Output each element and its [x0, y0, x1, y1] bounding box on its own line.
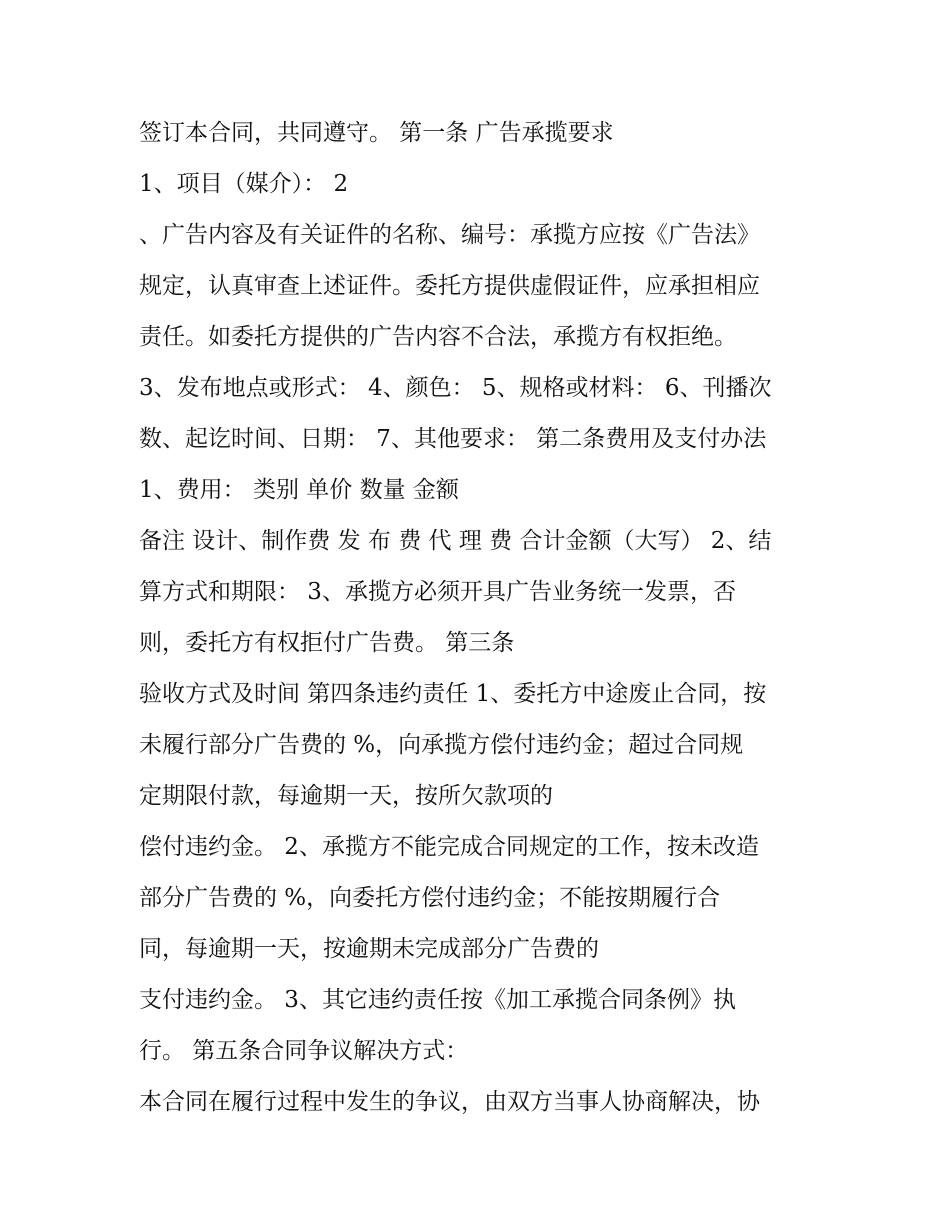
text-line: 偿付违约金。 2、承揽方不能完成合同规定的工作，按未改造 — [139, 834, 759, 860]
text-line: 备注 设计、制作费 发 布 费 代 理 费 合计金额（大写） 2、结 — [139, 528, 772, 554]
text-line: 未履行部分广告费的 %，向承揽方偿付违约金；超过合同规 — [139, 732, 744, 758]
text-line: 部分广告费的 %，向委托方偿付违约金；不能按期履行合 — [139, 885, 721, 911]
text-line: 数、起讫时间、日期： 7、其他要求： 第二条费用及支付办法 — [139, 426, 767, 452]
contract-body-text — [139, 108, 829, 1128]
text-line: 同，每逾期一天，按逾期未完成部分广告费的 — [139, 936, 599, 962]
text-line: 规定，认真审查上述证件。委托方提供虚假证件，应承担相应 — [139, 273, 760, 299]
text-line: 支付违约金。 3、其它违约责任按《加工承揽合同条例》执 — [139, 987, 736, 1013]
text-line: 行。 第五条合同争议解决方式： — [139, 1038, 469, 1064]
text-line: 1、费用： 类别 单价 数量 金额 — [139, 477, 459, 503]
text-line: 则，委托方有权拒付广告费。 第三条 — [139, 630, 515, 656]
text-line: 1、项目（媒介）： 2 — [139, 171, 349, 197]
text-line: 验收方式及时间 第四条违约责任 1、委托方中途废止合同，按 — [139, 681, 767, 707]
text-line: 签订本合同，共同遵守。 第一条 广告承揽要求 — [139, 120, 614, 146]
text-line: 、广告内容及有关证件的名称、编号：承揽方应按《广告法》 — [139, 222, 760, 248]
text-line: 本合同在履行过程中发生的争议，由双方当事人协商解决，协 — [139, 1089, 760, 1115]
text-line: 算方式和期限： 3、承揽方必须开具广告业务统一发票，否 — [139, 579, 736, 605]
text-line: 责任。如委托方提供的广告内容不合法，承揽方有权拒绝。 — [139, 324, 737, 350]
text-line: 3、发布地点或形式： 4、颜色： 5、规格或材料： 6、刊播次 — [139, 375, 772, 401]
text-line: 定期限付款，每逾期一天，按所欠款项的 — [139, 783, 553, 809]
